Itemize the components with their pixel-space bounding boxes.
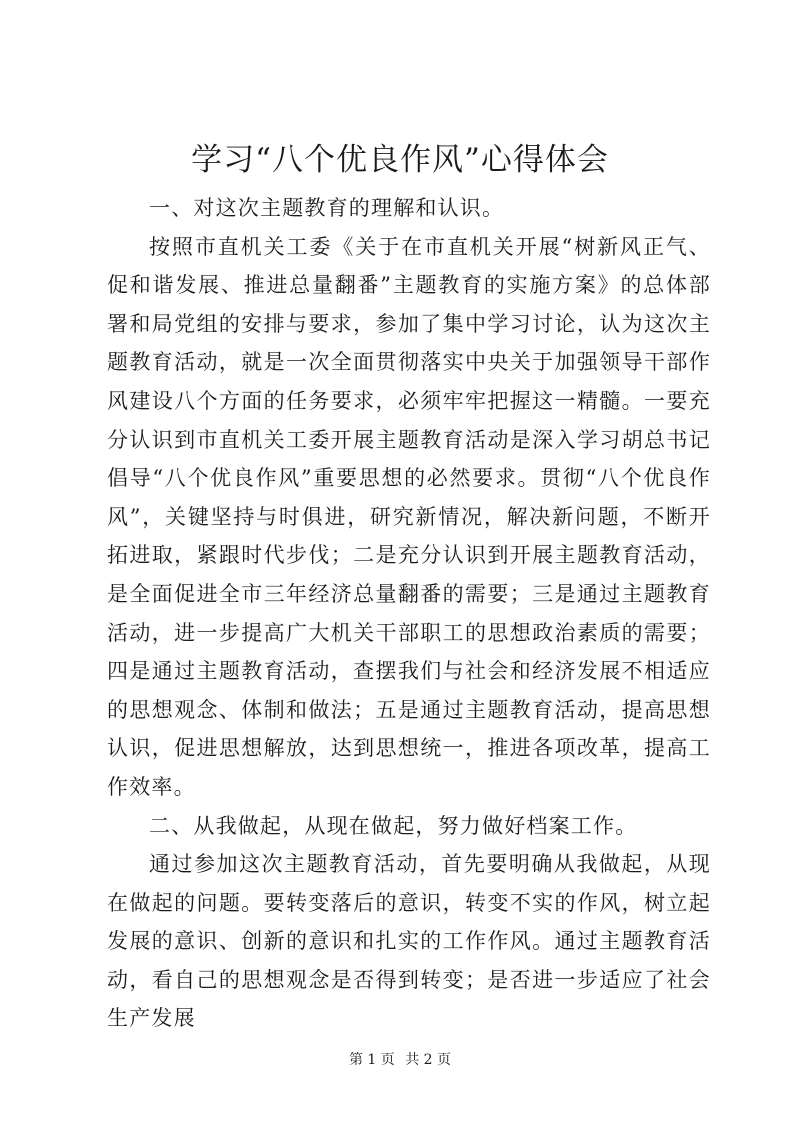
section-heading-1: 一、对这次主题教育的理解和认识。 — [149, 196, 505, 220]
page-footer — [0, 1050, 800, 1070]
section-heading-2: 二、从我做起，从现在做起，努力做好档案工作。 — [149, 813, 638, 838]
page-number: 第 1 页 — [348, 1052, 395, 1068]
paragraph-2: 通过参加这次主题教育活动，首先要明确从我做起，从现在做起的问题。要转变落后的意识，转变不实的作风，树立起发展的意识、创新的意识和扎实的工作作风。通过主题教育活动，看自己的思想观念是否得到转变；是否进一步适应了社会生产发展 — [107, 852, 711, 1031]
document-title: 学习“八个优良作风”心得体会 — [191, 142, 609, 178]
page-total: 共 2 页 — [405, 1052, 452, 1068]
document-body — [107, 189, 711, 1038]
paragraph-1: 按照市直机关工委《关于在市直机关开展“树新风正气、促和谐发展、推进总量翻番”主题教育的实施方案》的总体部署和局党组的安排与要求，参加了集中学习讨论，认为这次主题教育活动，就是一次全面贯彻落实中央关于加强领导干部作风建设八个方面的任务要求，必须牢牢把握这一精髓。一要充分认识到市直机关工委开展主题教育活动是深入学习胡总书记倡导“八个优良作风”重要思想的必然要求。贯彻“八个优良作风”，关键坚持与时俱进，研究新情况，解决新问题，不断开拓进取，紧跟时代步伐；二是充分认识到开展主题教育活动，是全面促进全市三年经济总量翻番的需要；三是通过主题教育活动，进一步提高广大机关干部职工的思想政治素质的需要；四是通过主题教育活动，查摆我们与社会和经济发展不相适应的思想观念、体制和做法；五是通过主题教育活动，提高思想认识，促进思想解放，达到思想统一，推进各项改革，提高工作效率。 — [107, 234, 711, 799]
